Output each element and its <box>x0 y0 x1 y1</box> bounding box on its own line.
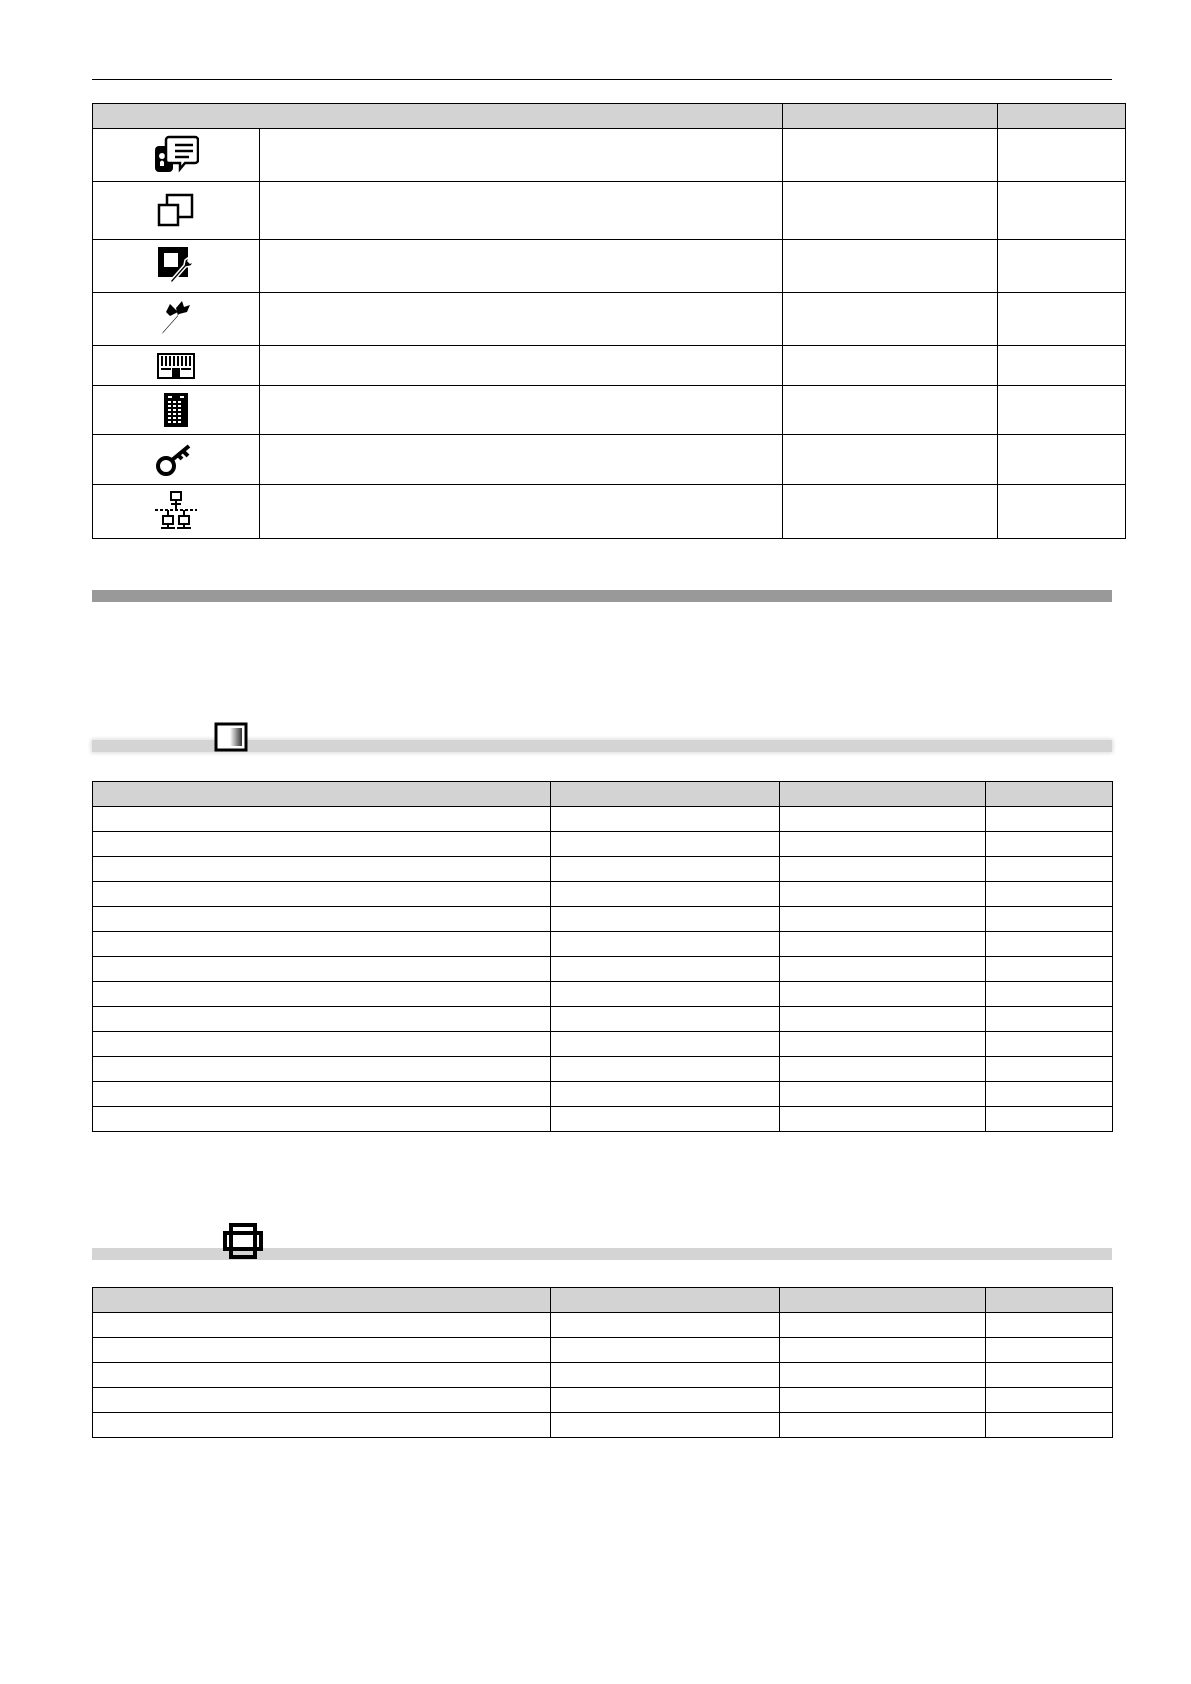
table-cell <box>550 1363 779 1388</box>
description-cell <box>260 485 783 539</box>
value-cell <box>998 386 1126 435</box>
table-cell <box>550 1388 779 1413</box>
table-cell <box>93 1413 551 1438</box>
test-pattern-icon <box>157 353 195 379</box>
table-cell <box>986 1413 1113 1438</box>
description-cell <box>260 346 783 386</box>
table-cell <box>986 907 1113 932</box>
table-header-row <box>93 782 1113 807</box>
table-row <box>93 485 1126 539</box>
description-cell <box>260 293 783 346</box>
top-rule <box>92 79 1112 80</box>
icon-cell <box>93 485 260 539</box>
table-row <box>93 882 1113 907</box>
value-cell <box>783 485 998 539</box>
table-row <box>93 1363 1113 1388</box>
value-cell <box>783 240 998 293</box>
icon-cell <box>93 346 260 386</box>
table-cell <box>986 1388 1113 1413</box>
table-cell <box>550 1413 779 1438</box>
table-cell <box>93 907 551 932</box>
table-cell <box>986 982 1113 1007</box>
gradient-square-icon <box>214 722 250 752</box>
table-cell <box>779 882 986 907</box>
value-cell <box>783 182 998 240</box>
table-cell <box>93 857 551 882</box>
table-cell <box>986 1363 1113 1388</box>
table-cell <box>779 1313 986 1338</box>
table-row <box>93 346 1126 386</box>
speech-bubble-user-icon <box>153 134 199 176</box>
network-icon <box>153 490 199 534</box>
table-cell <box>550 907 779 932</box>
table-cell <box>779 1007 986 1032</box>
table-cell <box>550 982 779 1007</box>
table-cell <box>779 1057 986 1082</box>
table-cell <box>779 1363 986 1388</box>
table-header-cell <box>779 1288 986 1313</box>
value-cell <box>998 182 1126 240</box>
table-row <box>93 1338 1113 1363</box>
overlapping-windows-icon <box>156 193 196 229</box>
value-cell <box>998 293 1126 346</box>
table-header-cell <box>93 104 783 129</box>
description-cell <box>260 435 783 485</box>
settings-table <box>92 781 1113 1132</box>
menu-items-table <box>92 103 1126 539</box>
table-cell <box>986 1313 1113 1338</box>
table-cell <box>550 1313 779 1338</box>
key-icon <box>155 443 197 477</box>
table-cell <box>550 1057 779 1082</box>
table-row <box>93 957 1113 982</box>
table-cell <box>550 1007 779 1032</box>
table-cell <box>93 807 551 832</box>
wrench-icon <box>156 298 196 340</box>
table-cell <box>986 857 1113 882</box>
table-cell <box>986 1107 1113 1132</box>
icon-cell <box>93 293 260 346</box>
table-cell <box>779 857 986 882</box>
table-row <box>93 435 1126 485</box>
value-cell <box>998 240 1126 293</box>
table-cell <box>986 882 1113 907</box>
table-cell <box>93 982 551 1007</box>
table-cell <box>93 1107 551 1132</box>
icon-cell <box>93 182 260 240</box>
table-header-cell <box>986 782 1113 807</box>
table-row <box>93 857 1113 882</box>
table-row <box>93 907 1113 932</box>
table-cell <box>550 932 779 957</box>
table-row <box>93 1107 1113 1132</box>
value-cell <box>783 129 998 182</box>
screen-wrench-icon <box>156 245 196 287</box>
table-cell <box>986 1057 1113 1082</box>
table-cell <box>779 807 986 832</box>
table-header-cell <box>93 1288 551 1313</box>
description-cell <box>260 182 783 240</box>
table-header-row <box>93 1288 1113 1313</box>
table-cell <box>550 832 779 857</box>
building-list-icon <box>162 391 190 429</box>
table-cell <box>93 1082 551 1107</box>
description-cell <box>260 386 783 435</box>
table-cell <box>550 807 779 832</box>
table-cell <box>550 1082 779 1107</box>
table-cell <box>93 832 551 857</box>
table-header-cell <box>550 782 779 807</box>
table-header-cell <box>998 104 1126 129</box>
table-row <box>93 240 1126 293</box>
table-row <box>93 832 1113 857</box>
table-row <box>93 386 1126 435</box>
table-cell <box>93 1338 551 1363</box>
table-cell <box>779 1082 986 1107</box>
table-header-row <box>93 104 1126 129</box>
table-cell <box>986 1338 1113 1363</box>
table-row <box>93 1057 1113 1082</box>
table-row <box>93 807 1113 832</box>
icon-cell <box>93 386 260 435</box>
table-cell <box>550 1032 779 1057</box>
table-row <box>93 182 1126 240</box>
section-divider-bar <box>92 590 1112 602</box>
table-cell <box>986 807 1113 832</box>
table-row <box>93 1082 1113 1107</box>
value-cell <box>998 346 1126 386</box>
table-cell <box>93 1057 551 1082</box>
value-cell <box>783 346 998 386</box>
table-cell <box>550 1338 779 1363</box>
table-row <box>93 1032 1113 1057</box>
table-cell <box>986 932 1113 957</box>
table-cell <box>93 1313 551 1338</box>
table-row <box>93 129 1126 182</box>
table-header-cell <box>93 782 551 807</box>
table-cell <box>93 1007 551 1032</box>
table-cell <box>93 1032 551 1057</box>
table-header-cell <box>986 1288 1113 1313</box>
table-cell <box>986 1082 1113 1107</box>
value-cell <box>783 293 998 346</box>
description-cell <box>260 129 783 182</box>
table-cell <box>779 932 986 957</box>
table-cell <box>779 1338 986 1363</box>
table-header-cell <box>783 104 998 129</box>
table-cell <box>986 957 1113 982</box>
table-row <box>93 1413 1113 1438</box>
table-cell <box>779 957 986 982</box>
table-cell <box>550 882 779 907</box>
icon-cell <box>93 435 260 485</box>
icon-cell <box>93 129 260 182</box>
value-cell <box>783 386 998 435</box>
table-cell <box>779 1413 986 1438</box>
table-cell <box>550 1107 779 1132</box>
table-row <box>93 1007 1113 1032</box>
table-cell <box>779 982 986 1007</box>
table-cell <box>779 1388 986 1413</box>
table-row <box>93 982 1113 1007</box>
table-cell <box>93 957 551 982</box>
table-cell <box>779 832 986 857</box>
table-cell <box>93 1388 551 1413</box>
value-cell <box>998 129 1126 182</box>
settings-table <box>92 1287 1113 1438</box>
value-cell <box>998 435 1126 485</box>
description-cell <box>260 240 783 293</box>
table-cell <box>550 857 779 882</box>
table-row <box>93 932 1113 957</box>
table-cell <box>93 1363 551 1388</box>
stacked-frames-icon <box>222 1222 264 1260</box>
table-header-cell <box>779 782 986 807</box>
table-cell <box>986 832 1113 857</box>
table-row <box>93 293 1126 346</box>
table-row <box>93 1313 1113 1338</box>
table-cell <box>779 1032 986 1057</box>
table-cell <box>93 932 551 957</box>
table-header-cell <box>550 1288 779 1313</box>
table-cell <box>986 1032 1113 1057</box>
table-cell <box>93 882 551 907</box>
table-cell <box>550 957 779 982</box>
icon-cell <box>93 240 260 293</box>
table-cell <box>779 1107 986 1132</box>
table-row <box>93 1388 1113 1413</box>
value-cell <box>783 435 998 485</box>
table-cell <box>986 1007 1113 1032</box>
table-cell <box>779 907 986 932</box>
value-cell <box>998 485 1126 539</box>
